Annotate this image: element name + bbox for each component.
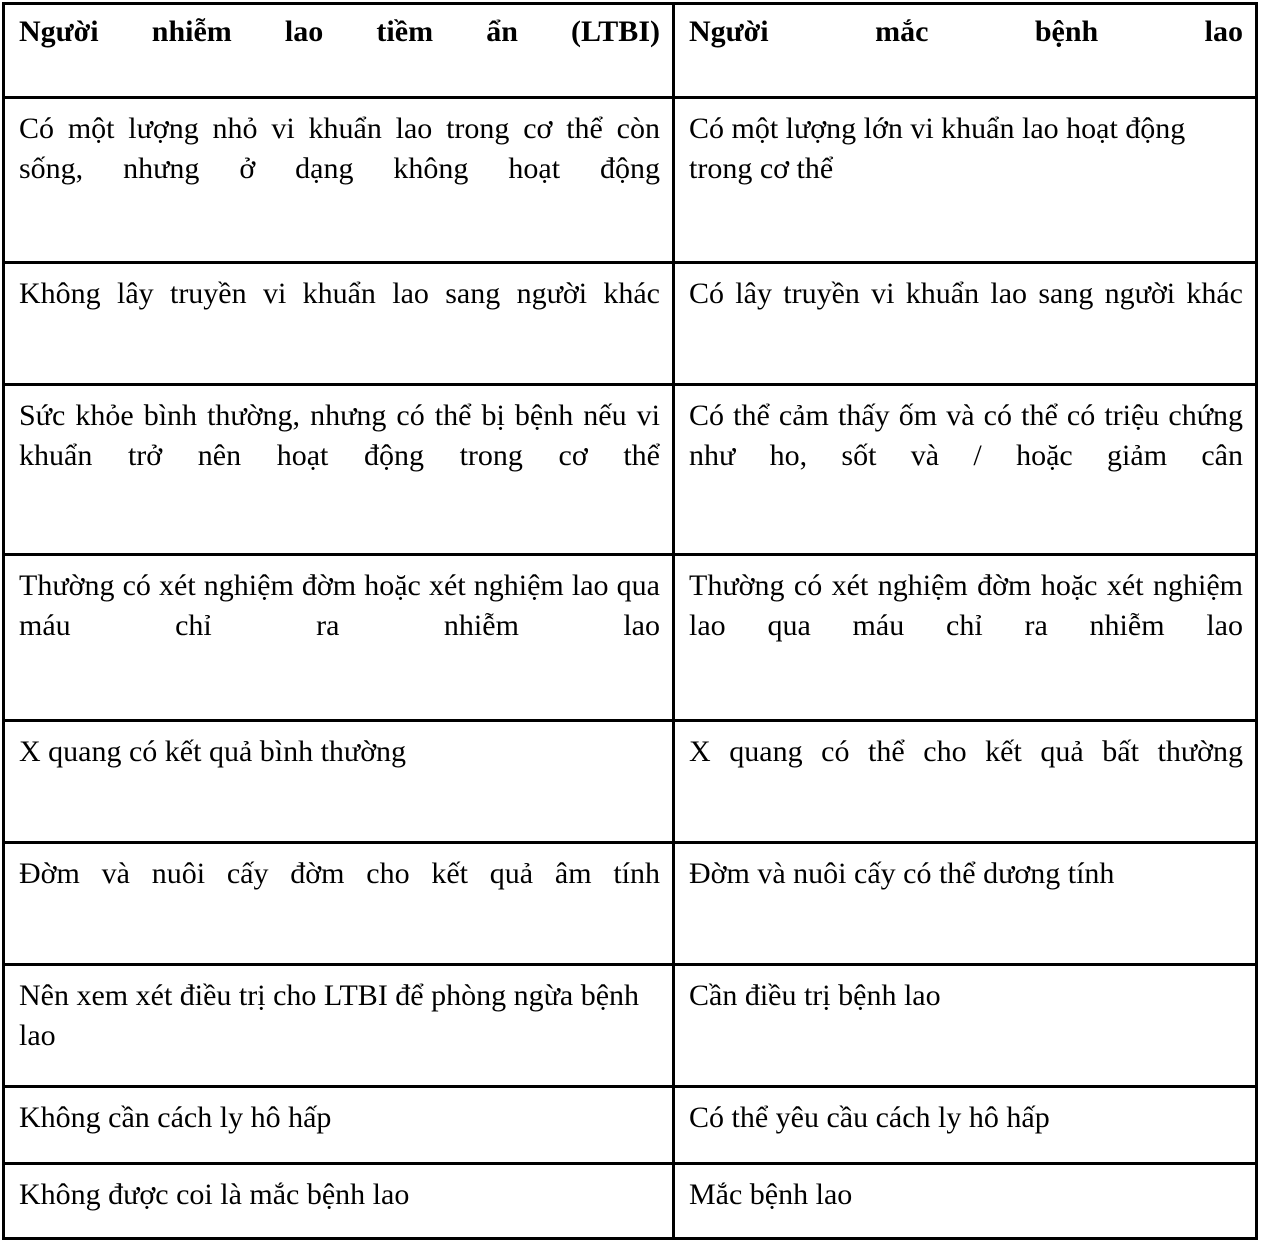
cell-tb [674,555,1257,721]
cell-ltbi [4,1164,674,1239]
cell-tb [674,1087,1257,1164]
ltbi-vs-tb-comparison-table [2,2,1258,1240]
cell-tb-text: Cần điều trị bệnh lao [689,979,941,1012]
cell-ltbi [4,721,674,843]
column-header-tb [674,4,1257,98]
cell-ltbi [4,555,674,721]
cell-ltbi [4,1087,674,1164]
table-row [4,263,1257,385]
cell-ltbi-text: Không cần cách ly hô hấp [19,1101,332,1134]
table-row [4,843,1257,965]
cell-ltbi-text: Có một lượng nhỏ vi khuẩn lao trong cơ thể còn sống, nhưng ở dạng không hoạt động [19,112,660,185]
cell-tb [674,721,1257,843]
cell-ltbi-text: Đờm và nuôi cấy đờm cho kết quả âm tính [19,857,660,890]
cell-tb-text: Có thể yêu cầu cách ly hô hấp [689,1101,1050,1134]
table-row [4,98,1257,263]
cell-tb [674,965,1257,1087]
cell-tb-text: Mắc bệnh lao [689,1178,853,1211]
column-header-ltbi [4,4,674,98]
cell-tb-text: X quang có thể cho kết quả bất thường [689,735,1243,768]
cell-tb-text: Có lây truyền vi khuẩn lao sang người khác [689,277,1243,310]
cell-tb [674,843,1257,965]
cell-tb-text: Có thể cảm thấy ốm và có thể có triệu chứng như ho, sốt và / hoặc giảm cân [689,399,1243,472]
cell-ltbi-text: Thường có xét nghiệm đờm hoặc xét nghiệm lao qua máu chỉ ra nhiễm lao [19,569,660,642]
table-row [4,965,1257,1087]
table-row [4,385,1257,555]
cell-ltbi-text: Không lây truyền vi khuẩn lao sang người khác [19,277,660,310]
table-body [4,98,1257,1239]
cell-ltbi-text: X quang có kết quả bình thường [19,735,407,768]
table-row [4,1087,1257,1164]
column-header-ltbi-label: Người nhiễm lao tiềm ẩn (LTBI) [19,15,660,48]
cell-tb [674,98,1257,263]
cell-tb [674,385,1257,555]
table-header [4,4,1257,98]
table-row [4,1164,1257,1239]
cell-tb-text: Thường có xét nghiệm đờm hoặc xét nghiệm lao qua máu chỉ ra nhiễm lao [689,569,1243,642]
cell-tb-text: Đờm và nuôi cấy có thể dương tính [689,857,1115,890]
table-header-row [4,4,1257,98]
cell-ltbi-text: Không được coi là mắc bệnh lao [19,1178,410,1211]
cell-tb [674,263,1257,385]
cell-ltbi [4,965,674,1087]
table-row [4,555,1257,721]
cell-ltbi [4,385,674,555]
cell-tb [674,1164,1257,1239]
cell-ltbi-text: Nên xem xét điều trị cho LTBI để phòng ngừa bệnh lao [19,979,640,1052]
column-header-tb-label: Người mắc bệnh lao [689,15,1243,48]
cell-ltbi [4,263,674,385]
cell-ltbi [4,843,674,965]
cell-ltbi [4,98,674,263]
cell-tb-text: Có một lượng lớn vi khuẩn lao hoạt động trong cơ thể [689,112,1186,185]
cell-ltbi-text: Sức khỏe bình thường, nhưng có thể bị bệnh nếu vi khuẩn trở nên hoạt động trong cơ thể [19,399,660,472]
table-row [4,721,1257,843]
